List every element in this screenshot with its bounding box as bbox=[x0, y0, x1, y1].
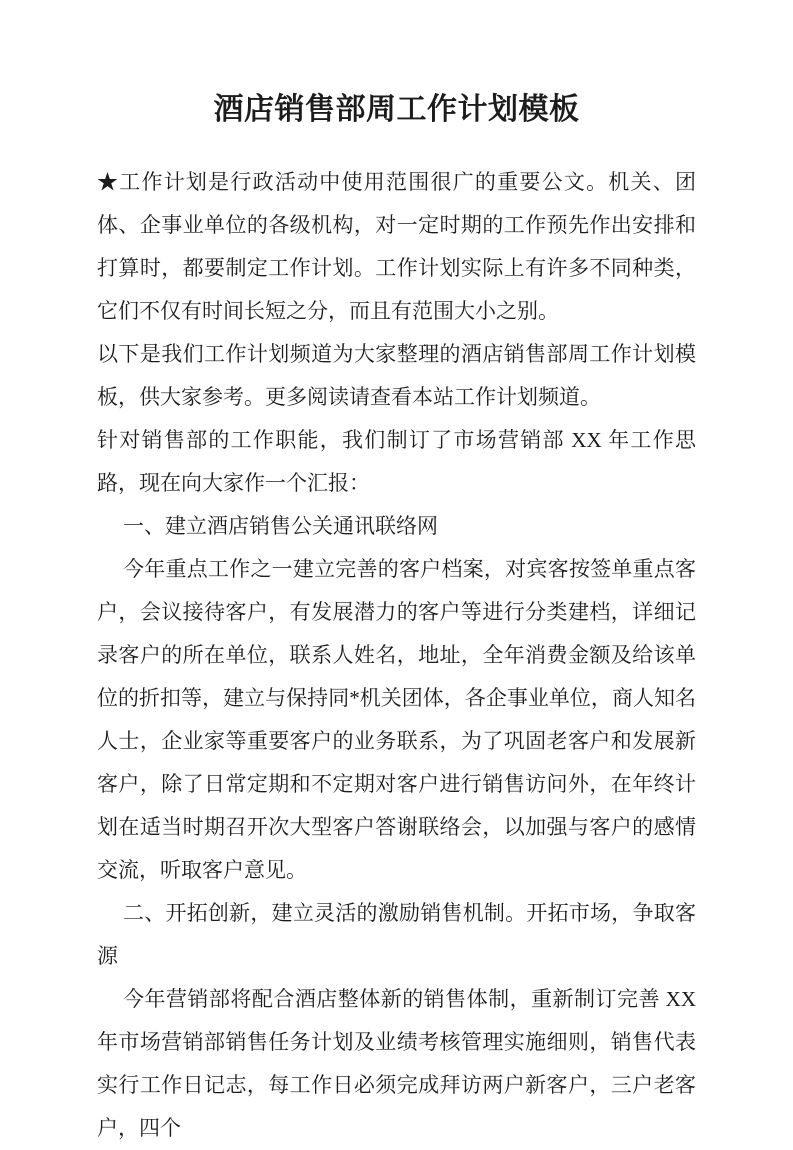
paragraph-intro-source: 以下是我们工作计划频道为大家整理的酒店销售部周工作计划模板，供大家参考。更多阅读请查看本站工作计划频道。 bbox=[97, 342, 696, 409]
paragraph-report-lead: 针对销售部的工作职能，我们制订了市场营销部 XX 年工作思路，现在向大家作一个汇报： bbox=[97, 428, 696, 495]
paragraph-section-one-body: 今年重点工作之一建立完善的客户档案，对宾客按签单重点客户，会议接待客户，有发展潜力的客户等进行分类建档，详细记录客户的所在单位，联系人姓名，地址，全年消费金额及给该单位的折扣等，建立与保持同*机关团体，各企事业单位，商人知名人士，企业家等重要客户的业务联系，为了巩固老客户和发展新客户，除了日常定期和不定期对客户进行销售访问外，在年终计划在适当时期召开次大型客户答谢联络会，以加强与客户的感情交流，听取客户意见。 bbox=[97, 557, 696, 882]
section-heading-two: 二、开拓创新，建立灵活的激励销售机制。开拓市场，争取客源 bbox=[97, 901, 696, 968]
doc-body bbox=[97, 161, 696, 1150]
paragraph-intro-star: ★工作计划是行政活动中使用范围很广的重要公文。机关、团体、企事业单位的各级机构，对一定时期的工作预先作出安排和打算时，都要制定工作计划。工作计划实际上有许多不同种类，它们不仅有时间长短之分，而且有范围大小之别。 bbox=[97, 170, 696, 323]
doc-title: 酒店销售部周工作计划模板 bbox=[213, 93, 580, 126]
paragraph-section-two-body: 今年营销部将配合酒店整体新的销售体制，重新制订完善 XX 年市场营销部销售任务计划及业绩考核管理实施细则，销售代表实行工作日记志，每工作日必须完成拜访两户新客户，三户老客户，四个 bbox=[97, 987, 696, 1140]
section-heading-one: 一、建立酒店销售公关通讯联络网 bbox=[123, 514, 438, 538]
